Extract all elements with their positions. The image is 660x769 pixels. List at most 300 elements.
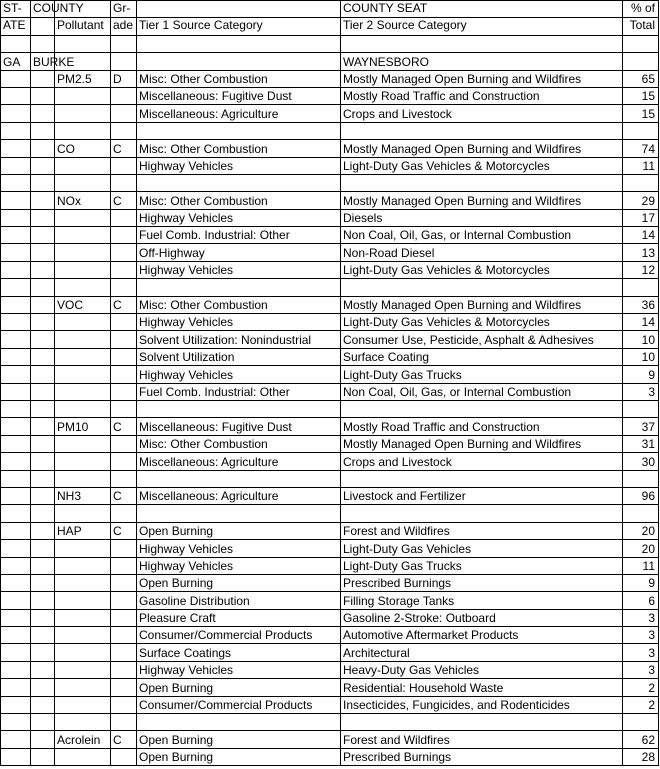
- spacer-row: [1, 505, 659, 522]
- state-cell: [1, 157, 31, 174]
- tier1-cell: Miscellaneous: Agriculture: [137, 105, 341, 122]
- tier2-cell: [341, 505, 623, 522]
- county-cell: [31, 505, 55, 522]
- grade-cell: [111, 53, 137, 70]
- tier2-cell: Diesels: [341, 209, 623, 226]
- state-cell: [1, 400, 31, 417]
- tier1-cell: Gasoline Distribution: [137, 592, 341, 609]
- tier1-cell: Pleasure Craft: [137, 609, 341, 626]
- tier2-cell: [341, 279, 623, 296]
- table-row: [1, 696, 659, 713]
- pollutant-cell: [55, 540, 111, 557]
- tier2-cell: Non Coal, Oil, Gas, or Internal Combustion: [341, 383, 623, 400]
- tier2-cell: Forest and Wildfires: [341, 522, 623, 539]
- county-cell: [31, 627, 55, 644]
- table-row: [1, 227, 659, 244]
- table-row: [1, 731, 659, 748]
- percent-cell: [623, 470, 659, 487]
- county-cell: [31, 557, 55, 574]
- pollutant-cell: [55, 627, 111, 644]
- state-cell: [1, 105, 31, 122]
- county-cell: [31, 731, 55, 748]
- tier2-cell: Prescribed Burnings: [341, 574, 623, 591]
- county-cell: [31, 522, 55, 539]
- tier2-cell: Mostly Managed Open Burning and Wildfires: [341, 140, 623, 157]
- tier1-cell: Miscellaneous: Agriculture: [137, 487, 341, 504]
- county-cell: [31, 35, 55, 52]
- tier1-cell: Open Burning: [137, 679, 341, 696]
- tier2-cell: Mostly Managed Open Burning and Wildfires: [341, 296, 623, 313]
- pollutant-cell: [55, 644, 111, 661]
- grade-cell: Gr-: [111, 1, 137, 18]
- grade-cell: [111, 661, 137, 678]
- tier2-cell: Automotive Aftermarket Products: [341, 627, 623, 644]
- grade-cell: [111, 592, 137, 609]
- pollutant-cell: [55, 105, 111, 122]
- grade-cell: [111, 609, 137, 626]
- county-cell: COUNTY: [31, 1, 55, 18]
- grade-cell: D: [111, 70, 137, 87]
- tier1-cell: [137, 35, 341, 52]
- tier2-cell: [341, 470, 623, 487]
- grade-cell: [111, 157, 137, 174]
- state-cell: [1, 505, 31, 522]
- spacer-row: [1, 122, 659, 139]
- tier2-cell: Tier 2 Source Category: [341, 18, 623, 35]
- percent-cell: 9: [623, 574, 659, 591]
- tier2-cell: Non Coal, Oil, Gas, or Internal Combustion: [341, 227, 623, 244]
- percent-cell: [623, 714, 659, 731]
- pollutant-cell: HAP: [55, 522, 111, 539]
- county-cell: [31, 70, 55, 87]
- pollutant-cell: [55, 679, 111, 696]
- state-cell: [1, 487, 31, 504]
- percent-cell: [623, 279, 659, 296]
- county-cell: [31, 192, 55, 209]
- pollutant-cell: [55, 383, 111, 400]
- tier1-cell: Solvent Utilization: Nonindustrial: [137, 331, 341, 348]
- table-row: [1, 435, 659, 452]
- percent-cell: 3: [623, 644, 659, 661]
- header-row: [1, 18, 659, 35]
- tier1-cell: Highway Vehicles: [137, 314, 341, 331]
- tier1-cell: [137, 53, 341, 70]
- tier2-cell: Mostly Road Traffic and Construction: [341, 87, 623, 104]
- grade-cell: C: [111, 140, 137, 157]
- state-cell: [1, 470, 31, 487]
- pollutant-cell: [55, 435, 111, 452]
- state-cell: [1, 644, 31, 661]
- tier1-cell: Open Burning: [137, 731, 341, 748]
- tier2-cell: [341, 400, 623, 417]
- percent-cell: 2: [623, 679, 659, 696]
- tier2-cell: Light-Duty Gas Trucks: [341, 366, 623, 383]
- tier1-cell: [137, 279, 341, 296]
- state-cell: [1, 540, 31, 557]
- percent-cell: 9: [623, 366, 659, 383]
- tier2-cell: Gasoline 2-Stroke: Outboard: [341, 609, 623, 626]
- tier1-cell: Misc: Other Combustion: [137, 192, 341, 209]
- grade-cell: [111, 679, 137, 696]
- pollutant-cell: NH3: [55, 487, 111, 504]
- percent-cell: 15: [623, 87, 659, 104]
- state-cell: [1, 453, 31, 470]
- pollutant-cell: [55, 227, 111, 244]
- percent-cell: 65: [623, 70, 659, 87]
- table-row: [1, 70, 659, 87]
- percent-cell: 6: [623, 592, 659, 609]
- state-cell: [1, 661, 31, 678]
- tier1-cell: Solvent Utilization: [137, 348, 341, 365]
- table-body: [1, 1, 659, 766]
- state-cell: [1, 348, 31, 365]
- tier1-cell: [137, 470, 341, 487]
- percent-cell: 11: [623, 157, 659, 174]
- state-cell: [1, 296, 31, 313]
- pollutant-cell: NOx: [55, 192, 111, 209]
- percent-cell: 31: [623, 435, 659, 452]
- table-row: [1, 314, 659, 331]
- table-row: [1, 487, 659, 504]
- pollutant-cell: CO: [55, 140, 111, 157]
- tier2-cell: Light-Duty Gas Trucks: [341, 557, 623, 574]
- county-cell: [31, 661, 55, 678]
- grade-cell: [111, 383, 137, 400]
- tier1-cell: Miscellaneous: Fugitive Dust: [137, 87, 341, 104]
- percent-cell: 3: [623, 661, 659, 678]
- spacer-row: [1, 279, 659, 296]
- grade-cell: C: [111, 731, 137, 748]
- grade-cell: [111, 540, 137, 557]
- percent-cell: Total: [623, 18, 659, 35]
- state-cell: [1, 314, 31, 331]
- tier2-cell: Mostly Road Traffic and Construction: [341, 418, 623, 435]
- table-row: [1, 331, 659, 348]
- grade-cell: [111, 314, 137, 331]
- state-cell: [1, 140, 31, 157]
- state-cell: [1, 522, 31, 539]
- grade-cell: [111, 748, 137, 765]
- percent-cell: 36: [623, 296, 659, 313]
- table-row: [1, 574, 659, 591]
- percent-cell: [623, 174, 659, 191]
- header-row: [1, 1, 659, 18]
- pollutant-cell: PM10: [55, 418, 111, 435]
- pollutant-cell: [55, 331, 111, 348]
- pollutant-cell: VOC: [55, 296, 111, 313]
- tier2-cell: [341, 35, 623, 52]
- state-cell: [1, 748, 31, 765]
- tier1-cell: Open Burning: [137, 522, 341, 539]
- percent-cell: 20: [623, 540, 659, 557]
- county-cell: [31, 279, 55, 296]
- grade-cell: C: [111, 487, 137, 504]
- pollutant-cell: [55, 400, 111, 417]
- county-cell: [31, 261, 55, 278]
- percent-cell: 28: [623, 748, 659, 765]
- tier1-cell: [137, 400, 341, 417]
- county-cell: [31, 574, 55, 591]
- table-row: [1, 383, 659, 400]
- table-row: [1, 627, 659, 644]
- pollutant-cell: [55, 661, 111, 678]
- percent-cell: 13: [623, 244, 659, 261]
- pollutant-cell: [55, 748, 111, 765]
- tier2-cell: Livestock and Fertilizer: [341, 487, 623, 504]
- percent-cell: [623, 53, 659, 70]
- grade-cell: [111, 435, 137, 452]
- percent-cell: 14: [623, 314, 659, 331]
- tier2-cell: Architectural: [341, 644, 623, 661]
- percent-cell: 11: [623, 557, 659, 574]
- state-cell: [1, 261, 31, 278]
- grade-cell: [111, 105, 137, 122]
- state-cell: [1, 331, 31, 348]
- grade-cell: [111, 261, 137, 278]
- tier2-cell: Mostly Managed Open Burning and Wildfires: [341, 70, 623, 87]
- county-cell: [31, 18, 55, 35]
- table-row: [1, 348, 659, 365]
- percent-cell: [623, 505, 659, 522]
- county-cell: [31, 157, 55, 174]
- pollutant-cell: [55, 574, 111, 591]
- tier2-cell: Light-Duty Gas Vehicles: [341, 540, 623, 557]
- tier1-cell: Highway Vehicles: [137, 261, 341, 278]
- state-cell: [1, 174, 31, 191]
- pollutant-cell: [55, 279, 111, 296]
- tier1-cell: Highway Vehicles: [137, 661, 341, 678]
- table-row: [1, 105, 659, 122]
- county-cell: [31, 748, 55, 765]
- tier2-cell: Crops and Livestock: [341, 453, 623, 470]
- tier2-cell: WAYNESBORO: [341, 53, 623, 70]
- pollutant-cell: PM2.5: [55, 70, 111, 87]
- pollutant-cell: [55, 174, 111, 191]
- state-cell: [1, 383, 31, 400]
- county-cell: [31, 470, 55, 487]
- county-cell: [31, 87, 55, 104]
- state-cell: [1, 35, 31, 52]
- county-cell: [31, 540, 55, 557]
- table-row: [1, 644, 659, 661]
- table-row: [1, 261, 659, 278]
- percent-cell: 14: [623, 227, 659, 244]
- grade-cell: [111, 400, 137, 417]
- percent-cell: 29: [623, 192, 659, 209]
- county-cell: [31, 227, 55, 244]
- grade-cell: ade: [111, 18, 137, 35]
- state-cell: [1, 574, 31, 591]
- tier2-cell: Filling Storage Tanks: [341, 592, 623, 609]
- table-row: [1, 609, 659, 626]
- tier2-cell: [341, 714, 623, 731]
- tier2-cell: Forest and Wildfires: [341, 731, 623, 748]
- state-cell: [1, 279, 31, 296]
- pollutant-cell: [55, 453, 111, 470]
- table-row: [1, 87, 659, 104]
- tier2-cell: Prescribed Burnings: [341, 748, 623, 765]
- grade-cell: [111, 331, 137, 348]
- county-cell: [31, 244, 55, 261]
- county-cell: [31, 122, 55, 139]
- state-cell: [1, 192, 31, 209]
- county-cell: [31, 348, 55, 365]
- tier1-cell: Highway Vehicles: [137, 540, 341, 557]
- table-row: [1, 522, 659, 539]
- tier1-cell: Open Burning: [137, 574, 341, 591]
- spacer-row: [1, 35, 659, 52]
- state-cell: [1, 366, 31, 383]
- county-cell: [31, 105, 55, 122]
- pollutant-cell: [55, 314, 111, 331]
- tier1-cell: Open Burning: [137, 748, 341, 765]
- county-cell: [31, 140, 55, 157]
- pollutant-cell: [55, 209, 111, 226]
- state-cell: [1, 70, 31, 87]
- percent-cell: [623, 35, 659, 52]
- state-cell: [1, 609, 31, 626]
- state-cell: [1, 122, 31, 139]
- spacer-row: [1, 400, 659, 417]
- tier2-cell: Insecticides, Fungicides, and Rodenticides: [341, 696, 623, 713]
- county-cell: [31, 174, 55, 191]
- grade-cell: C: [111, 522, 137, 539]
- tier1-cell: Miscellaneous: Fugitive Dust: [137, 418, 341, 435]
- percent-cell: 3: [623, 609, 659, 626]
- table-row: [1, 592, 659, 609]
- percent-cell: 2: [623, 696, 659, 713]
- percent-cell: % of: [623, 1, 659, 18]
- percent-cell: 15: [623, 105, 659, 122]
- state-cell: [1, 627, 31, 644]
- percent-cell: 3: [623, 383, 659, 400]
- tier2-cell: Light-Duty Gas Vehicles & Motorcycles: [341, 261, 623, 278]
- county-cell: [31, 487, 55, 504]
- grade-cell: [111, 714, 137, 731]
- grade-cell: [111, 644, 137, 661]
- tier1-cell: Off-Highway: [137, 244, 341, 261]
- state-cell: [1, 87, 31, 104]
- percent-cell: 74: [623, 140, 659, 157]
- county-cell: [31, 296, 55, 313]
- tier1-cell: Highway Vehicles: [137, 209, 341, 226]
- tier1-cell: [137, 714, 341, 731]
- tier2-cell: [341, 174, 623, 191]
- pollutant-cell: [55, 714, 111, 731]
- pollutant-cell: [55, 557, 111, 574]
- state-cell: [1, 731, 31, 748]
- grade-cell: [111, 453, 137, 470]
- pollutant-cell: Acrolein: [55, 731, 111, 748]
- percent-cell: 37: [623, 418, 659, 435]
- grade-cell: [111, 557, 137, 574]
- pollutant-cell: [55, 35, 111, 52]
- tier1-cell: Surface Coatings: [137, 644, 341, 661]
- percent-cell: 62: [623, 731, 659, 748]
- grade-cell: [111, 35, 137, 52]
- grade-cell: [111, 505, 137, 522]
- county-cell: [31, 644, 55, 661]
- tier2-cell: Heavy-Duty Gas Vehicles: [341, 661, 623, 678]
- tier2-cell: Mostly Managed Open Burning and Wildfires: [341, 192, 623, 209]
- tier1-cell: Misc: Other Combustion: [137, 70, 341, 87]
- pollutant-cell: [55, 505, 111, 522]
- tier2-cell: COUNTY SEAT: [341, 1, 623, 18]
- state-cell: ST-: [1, 1, 31, 18]
- state-cell: [1, 244, 31, 261]
- table-row: [1, 192, 659, 209]
- tier1-cell: Fuel Comb. Industrial: Other: [137, 227, 341, 244]
- county-cell: [31, 714, 55, 731]
- percent-cell: 30: [623, 453, 659, 470]
- state-cell: [1, 714, 31, 731]
- table-row: [1, 244, 659, 261]
- table-row: [1, 209, 659, 226]
- location-row: [1, 53, 659, 70]
- grade-cell: [111, 174, 137, 191]
- table-row: [1, 418, 659, 435]
- pollutant-cell: [55, 261, 111, 278]
- table-row: [1, 157, 659, 174]
- table-row: [1, 557, 659, 574]
- table-row: [1, 540, 659, 557]
- grade-cell: [111, 366, 137, 383]
- table-row: [1, 679, 659, 696]
- table-row: [1, 366, 659, 383]
- state-cell: [1, 435, 31, 452]
- tier1-cell: Misc: Other Combustion: [137, 140, 341, 157]
- pollutant-cell: [55, 366, 111, 383]
- pollutant-cell: [55, 244, 111, 261]
- table-row: [1, 296, 659, 313]
- county-cell: [31, 331, 55, 348]
- pollutant-cell: [55, 87, 111, 104]
- percent-cell: 10: [623, 348, 659, 365]
- tier2-cell: Consumer Use, Pesticide, Asphalt & Adhesives: [341, 331, 623, 348]
- tier2-cell: Crops and Livestock: [341, 105, 623, 122]
- state-cell: [1, 592, 31, 609]
- tier1-cell: Highway Vehicles: [137, 157, 341, 174]
- grade-cell: C: [111, 418, 137, 435]
- state-cell: [1, 679, 31, 696]
- percent-cell: 17: [623, 209, 659, 226]
- state-cell: [1, 696, 31, 713]
- percent-cell: 10: [623, 331, 659, 348]
- county-cell: BURKE: [31, 53, 55, 70]
- tier1-cell: Highway Vehicles: [137, 557, 341, 574]
- pollutant-cell: Pollutant: [55, 18, 111, 35]
- tier2-cell: Mostly Managed Open Burning and Wildfires: [341, 435, 623, 452]
- county-cell: [31, 453, 55, 470]
- tier1-cell: Miscellaneous: Agriculture: [137, 453, 341, 470]
- tier1-cell: Misc: Other Combustion: [137, 296, 341, 313]
- state-cell: GA: [1, 53, 31, 70]
- tier1-cell: [137, 505, 341, 522]
- county-cell: [31, 435, 55, 452]
- spacer-row: [1, 470, 659, 487]
- tier1-cell: [137, 1, 341, 18]
- pollutant-cell: [55, 696, 111, 713]
- percent-cell: [623, 122, 659, 139]
- county-cell: [31, 366, 55, 383]
- tier1-cell: Highway Vehicles: [137, 366, 341, 383]
- tier1-cell: [137, 174, 341, 191]
- state-cell: ATE: [1, 18, 31, 35]
- grade-cell: [111, 470, 137, 487]
- tier1-cell: Consumer/Commercial Products: [137, 627, 341, 644]
- grade-cell: [111, 696, 137, 713]
- table-row: [1, 140, 659, 157]
